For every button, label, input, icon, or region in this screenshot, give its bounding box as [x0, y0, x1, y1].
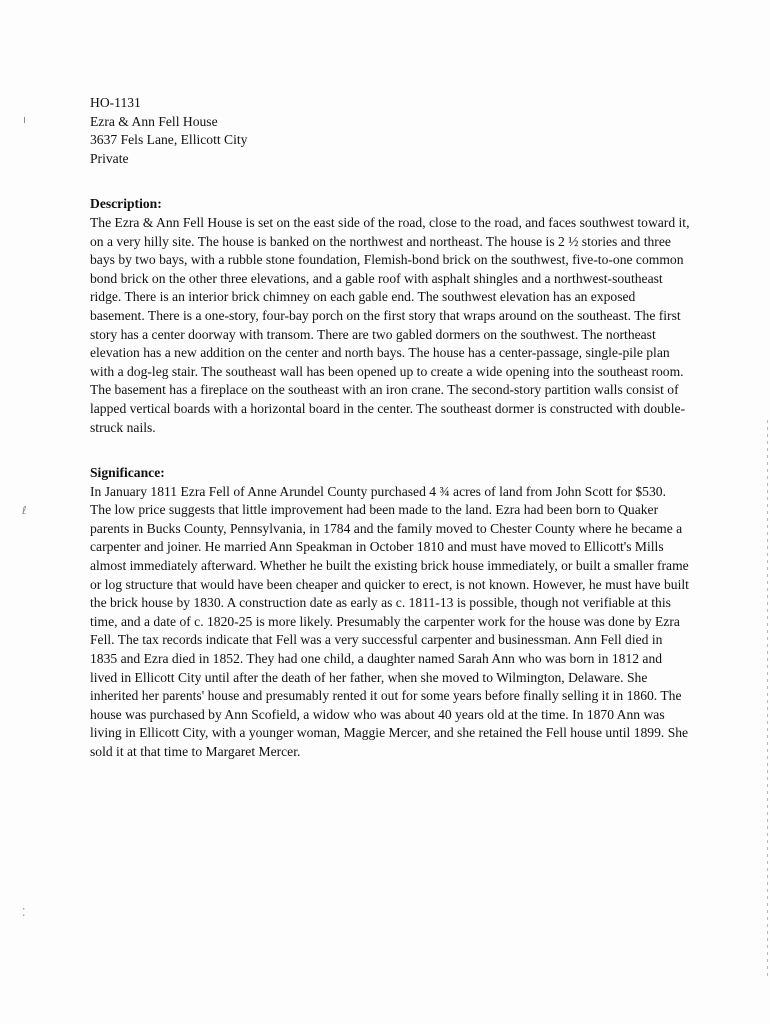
ownership: Private — [90, 150, 129, 166]
description-paragraph: The Ezra & Ann Fell House is set on the east side of the road, close to the road, and faces southwest toward it, on a very hilly site. The house is banked on the northwest and northeast. The house is 2 ½ stories and three bays by two bays, with a rubble stone foundation, Flemish-bond brick on the southwest, five-to-one common bond brick on the other three elevations, and a gable roof with asphalt shingles and a northwest-southeast ridge. There is an interior brick chimney on each gable end. The southwest elevation has an exposed basement. There is a one-story, four-bay porch on the first story that wraps around on the southeast. The first story has a center doorway with transom. There are two gabled dormers on the southwest. The northeast elevation has a new addition on the center and north bays. The house has a center-passage, single-pile plan with a dog-leg stair. The southeast wall has been opened up to create a wide opening into the southeast room. The basement has a fireplace on the southeast with an iron crane. The second-story partition walls consist of lapped vertical boards with a horizontal board in the center. The southeast dormer is constructed with double-struck nails. — [90, 214, 690, 435]
scan-edge-line — [767, 420, 768, 980]
property-address: 3637 Fels Lane, Ellicott City — [90, 132, 248, 148]
property-name: Ezra & Ann Fell House — [90, 113, 218, 129]
margin-mark: ⁚ — [22, 906, 26, 919]
header-block — [90, 94, 690, 168]
margin-mark: ı — [23, 113, 27, 126]
description-text — [90, 214, 690, 437]
significance-text — [90, 483, 690, 762]
significance-paragraph: In January 1811 Ezra Fell of Anne Arundel County purchased 4 ¾ acres of land from John Scott for $530. The low price suggests that little improvement had been made to the land. Ezra had been born to Quaker parents in Bucks County, Pennsylvania, in 1784 and the family moved to Chester County where he became a carpenter and joiner. He married Ann Speakman in October 1810 and must have moved to Ellicott's Mills almost immediately afterward. Whether he built the existing brick house immediately, or built a smaller frame or log structure that would have been cheaper and quicker to erect, is not known. However, he must have built the brick house by 1830. A construction date as early as c. 1811-13 is possible, though not verifiable at this time, and a date of c. 1820-25 is more likely. Presumably the carpenter work for the house was done by Ezra Fell. The tax records indicate that Fell was a very successful carpenter and businessman. Ann Fell died in 1835 and Ezra died in 1852. They had one child, a daughter named Sarah Ann who was born in 1812 and lived in Ellicott City until after the death of her father, when she moved to Wilmington, Delaware. She inherited her parents' house and presumably rented it out for some years before finally selling it in 1860. The house was purchased by Ann Scofield, a widow who was about 40 years old at the time. In 1870 Ann was living in Ellicott City, with a younger woman, Maggie Mercer, and she retained the Fell house until 1899. She sold it at that time to Margaret Mercer. — [90, 483, 689, 759]
description-heading: Description: — [90, 196, 162, 212]
significance-heading: Significance: — [90, 465, 165, 481]
inventory-number: HO-1131 — [90, 95, 141, 110]
document-body — [90, 94, 690, 762]
margin-mark: ℓ — [22, 504, 27, 517]
